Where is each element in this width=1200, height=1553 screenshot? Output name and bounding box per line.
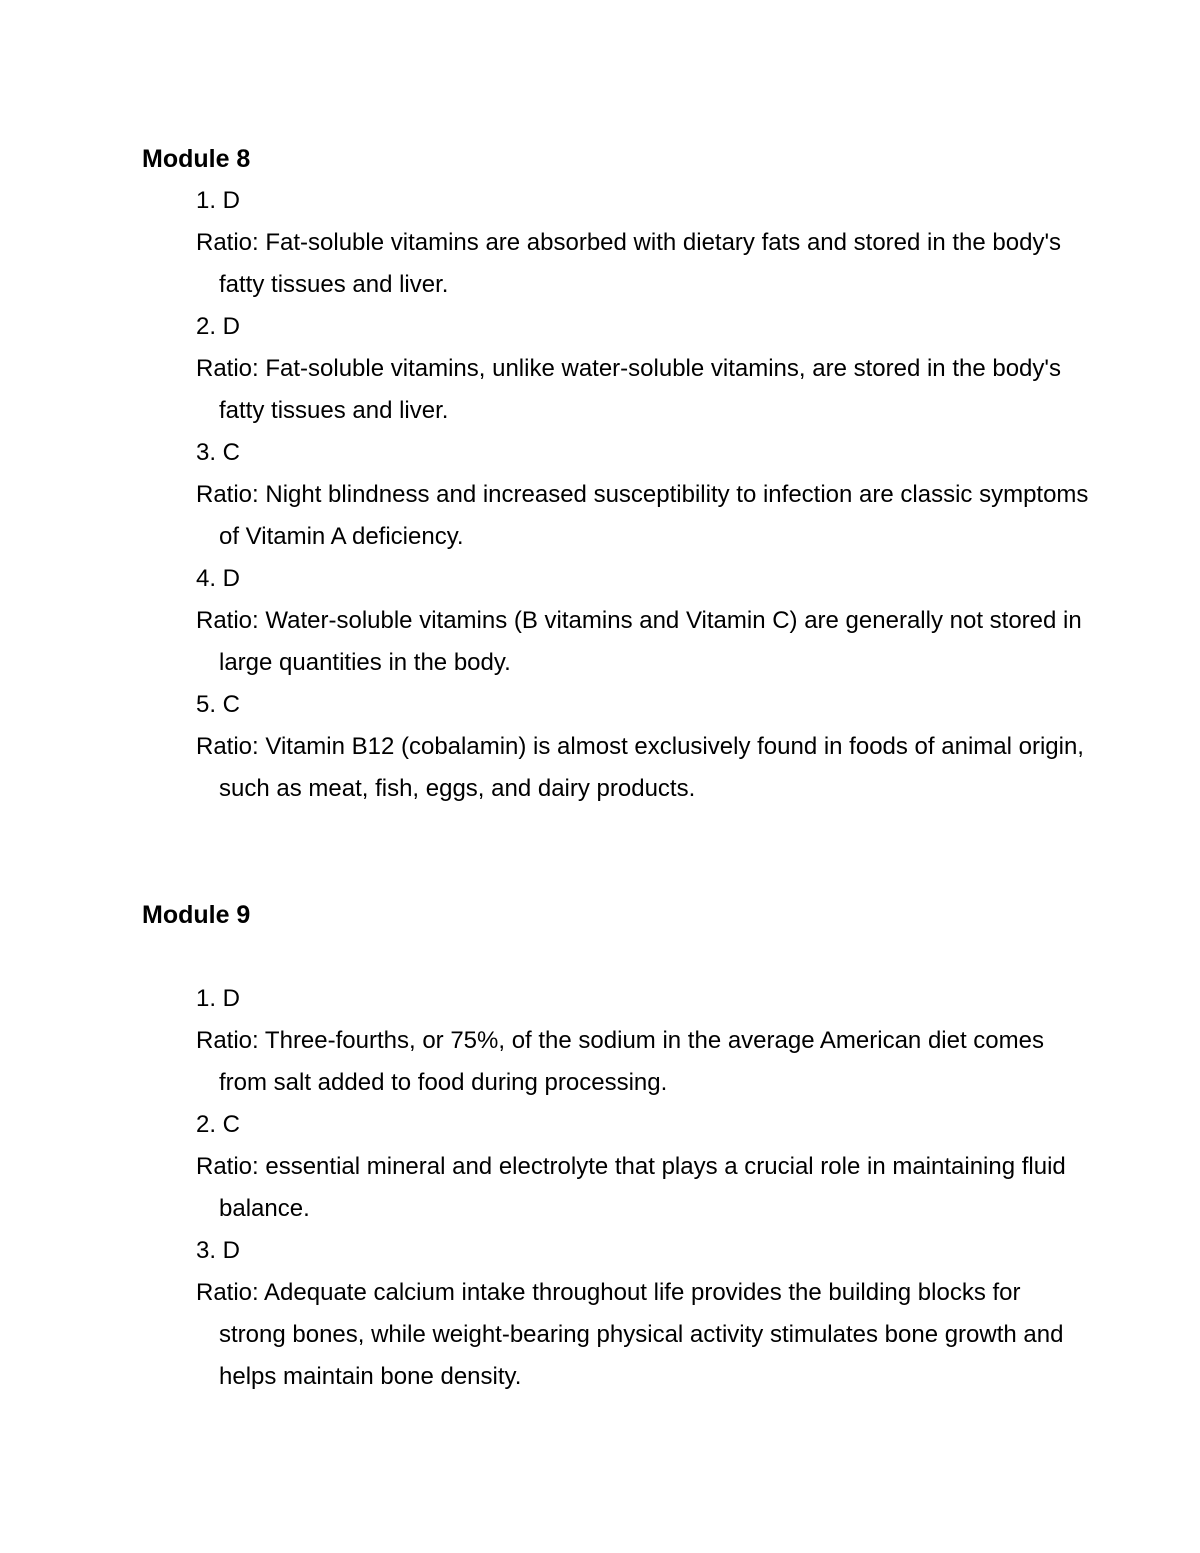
list-item [196,306,1082,432]
answer-label: 1. D [196,985,241,1012]
list-item [196,1230,1082,1398]
rationale-text: Ratio: Fat-soluble vitamins are absorbed with dietary fats and stored in the body's fatty tissues and liver. [196,229,1062,298]
answer-list [196,180,1089,810]
module-8-section [142,138,1089,810]
rationale-text: Ratio: Water-soluble vitamins (B vitamins and Vitamin C) are generally not stored in large quantities in the body. [196,607,1082,676]
rationale-text: Ratio: Vitamin B12 (cobalamin) is almost exclusively found in foods of animal origin, such as meat, fish, eggs, and dairy products. [196,733,1084,802]
rationale-text: Ratio: Fat-soluble vitamins, unlike water-soluble vitamins, are stored in the body's fatty tissues and liver. [196,355,1061,424]
list-item [196,432,1089,558]
spacer [142,936,1082,978]
module-title: Module 9 [142,901,251,929]
answer-list [196,978,1082,1398]
answer-label: 3. D [196,1237,241,1264]
answer-label: 5. C [196,691,241,718]
answer-label: 3. C [196,439,241,466]
rationale-text: Ratio: Night blindness and increased susceptibility to infection are classic symptoms of Vitamin A deficiency. [196,481,1089,550]
answer-label: 2. D [196,313,241,340]
list-item [196,978,1082,1104]
answer-label: 1. D [196,187,241,214]
list-item [196,684,1082,810]
module-9-section [142,894,1082,1398]
rationale-text: Ratio: Adequate calcium intake throughout life provides the building blocks for strong bones, while weight-bearing physical activity stimulates bone growth and helps maintain bone density. [196,1279,1064,1390]
answer-label: 2. C [196,1111,241,1138]
answer-label: 4. D [196,565,241,592]
rationale-text: Ratio: essential mineral and electrolyte that plays a crucial role in maintaining fluid balance. [196,1153,1066,1222]
module-title: Module 8 [142,145,251,173]
rationale-text: Ratio: Three-fourths, or 75%, of the sodium in the average American diet comes from salt added to food during processing. [196,1027,1044,1096]
list-item [196,1104,1082,1230]
list-item [196,558,1082,684]
list-item [196,180,1082,306]
